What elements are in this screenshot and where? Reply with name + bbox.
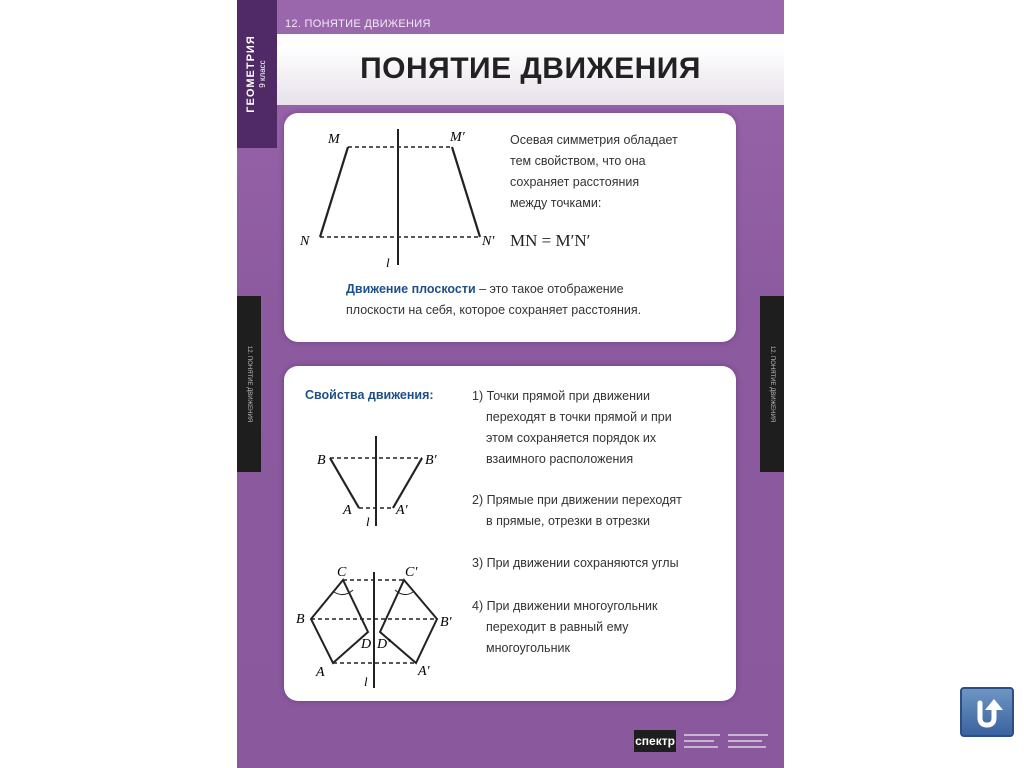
property-3: 3) При движении сохраняются углы: [472, 556, 679, 570]
segment-mn: [320, 147, 348, 237]
fig2-label-a: A: [316, 665, 325, 680]
subject-label: ГЕОМЕТРИЯ: [245, 35, 257, 113]
left-side-tab: 12. ПОНЯТИЕ ДВИЖЕНИЯ: [237, 296, 261, 472]
symmetry-text: Осевая симметрия обладает тем свойством, что она сохраняет расстояния между точками:: [510, 133, 678, 210]
fig1-label-a: A: [343, 503, 352, 518]
fig2-label-b-prime: B′: [440, 615, 452, 630]
label-m: M: [328, 132, 340, 147]
fig2-label-d-prime: D′: [377, 637, 391, 652]
label-n: N: [300, 234, 310, 249]
return-button[interactable]: [960, 687, 1014, 737]
symmetry-card: [284, 113, 736, 342]
label-m-prime: M′: [450, 130, 465, 145]
return-arrow-icon: [962, 689, 1012, 735]
definition-term: Движение плоскости: [346, 282, 476, 296]
top-strip-label: 12. ПОНЯТИЕ ДВИЖЕНИЯ: [285, 18, 431, 30]
fig2-label-b: B: [296, 612, 305, 627]
fig1-segment-a-prime-b-prime: [393, 458, 422, 508]
fig2-polygon-abcd: [311, 580, 368, 663]
publisher-logo: спектр: [634, 730, 676, 752]
right-side-tab: 12. ПОНЯТИЕ ДВИЖЕНИЯ: [760, 296, 784, 472]
poster: [237, 0, 784, 768]
properties-card: [284, 366, 736, 701]
property-2: 2) Прямые при движении переходят в прямые, отрезки в отрезки: [472, 493, 682, 528]
fig1-label-b: B: [317, 453, 326, 468]
property-1: 1) Точки прямой при движении переходят в точки прямой и при этом сохраняется порядок их взаимного расположения: [472, 389, 672, 466]
fig2-label-c: C: [337, 565, 347, 580]
fig1-label-axis: l: [366, 514, 370, 529]
fig1-label-a-prime: A′: [396, 503, 408, 518]
properties-heading: Свойства движения:: [305, 388, 434, 402]
fig2-label-c-prime: C′: [405, 565, 418, 580]
fig2-label-a-prime: A′: [418, 664, 430, 679]
property-4: 4) При движении многоугольник переходит в равный ему многоугольник: [472, 599, 658, 655]
fig2-label-axis: l: [364, 674, 368, 689]
axial-symmetry-figure: [284, 113, 514, 273]
segment-m-prime-n-prime: [452, 147, 480, 237]
grade-label: 9 класс: [258, 60, 267, 88]
label-axis: l: [386, 255, 390, 270]
motion-definition: Движение плоскости – это такое отображение плоскости на себя, которое сохраняет расстояния.: [346, 282, 642, 317]
fig1-label-b-prime: B′: [425, 453, 437, 468]
subject-spine: [237, 0, 277, 148]
distance-formula: MN = M′N′: [510, 231, 591, 250]
page-title: ПОНЯТИЕ ДВИЖЕНИЯ: [360, 52, 701, 85]
top-strip: [237, 0, 784, 34]
publisher-footer: [632, 724, 782, 768]
fig2-label-d: D: [361, 637, 372, 652]
label-n-prime: N′: [482, 234, 495, 249]
fig1-segment-ab: [330, 458, 359, 508]
properties-figures: [284, 366, 464, 696]
